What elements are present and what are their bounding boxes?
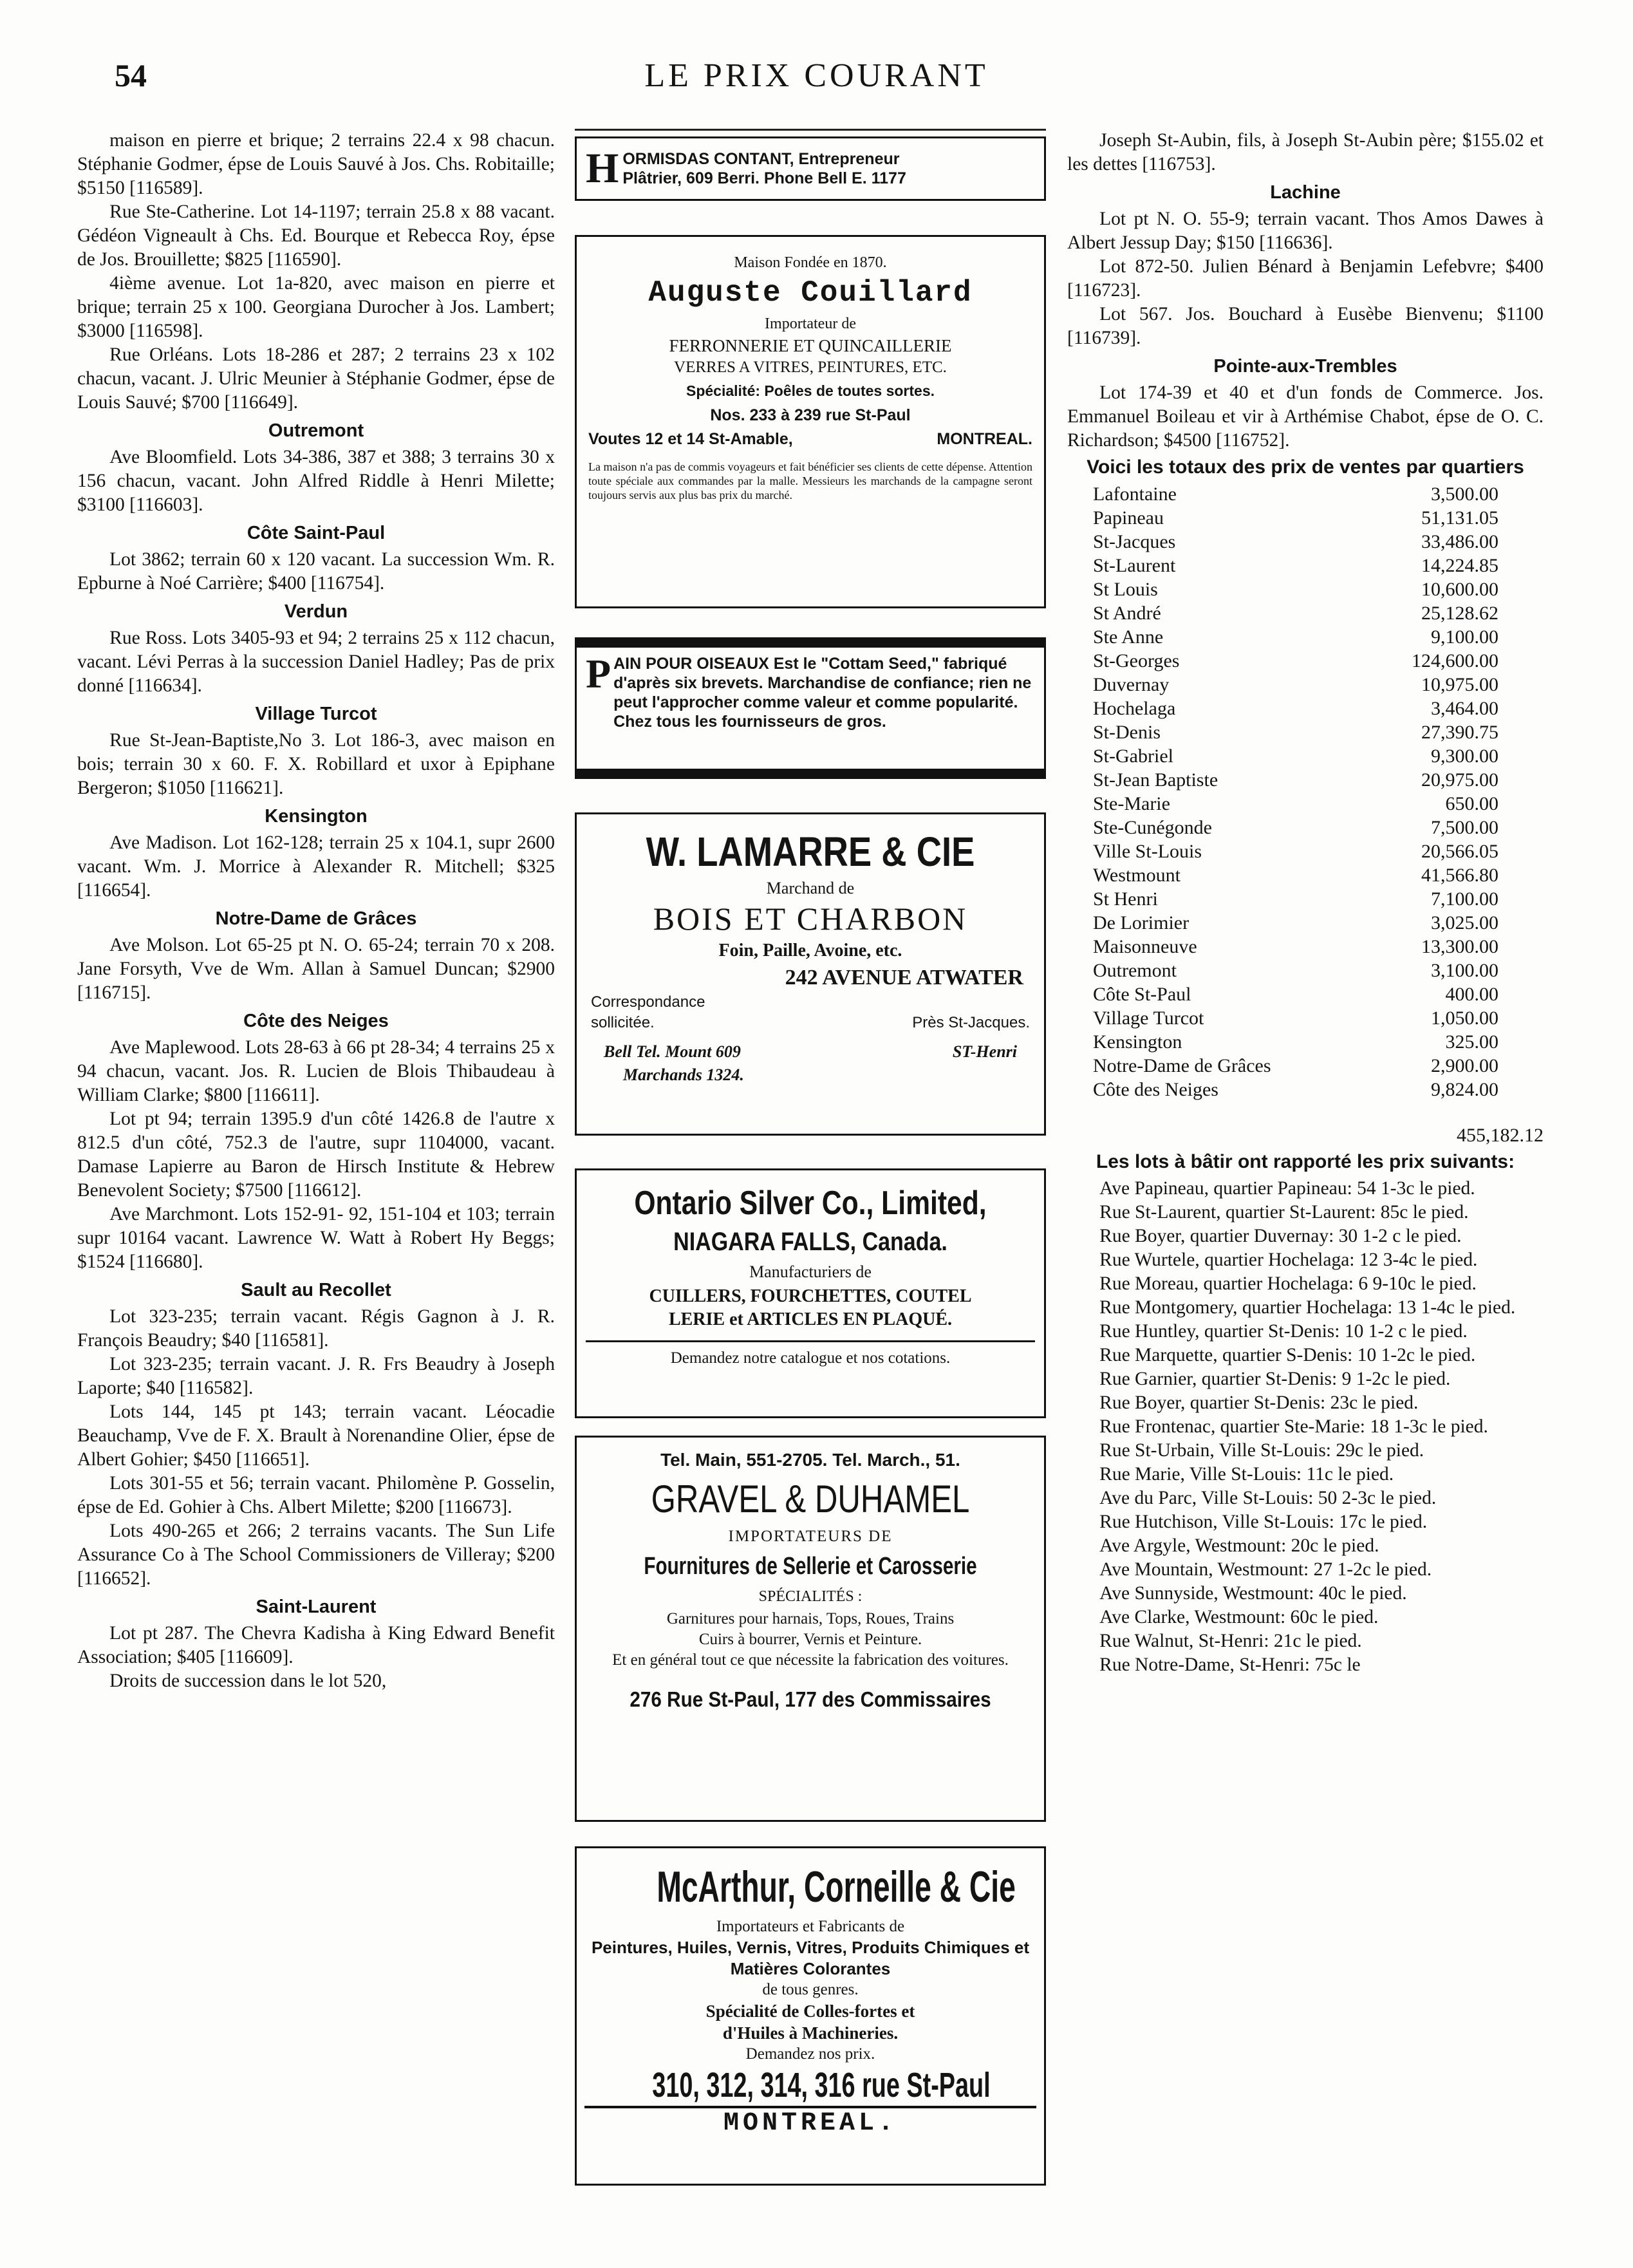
- sale-entry: Lot pt 94; terrain 1395.9 d'un côté 1426.8 de l'autre x 812.5 d'un côté, 752.3 de l'autre, supr 1104000, vacant. Damase Lapierre au Baron de Hirsch Institute & Hebrew Benevolent Society; $7500 [116612].: [77, 1109, 555, 1201]
- totals-row: [1067, 1030, 1544, 1054]
- sale-entry: Rue Orléans. Lots 18-286 et 287; 2 terrains 23 x 102 chacun, vacant. J. Ulric Meunier à Stéphanie Godmer, épse de Louis Sauvé; $700 [116649].: [77, 344, 555, 413]
- district-name: Côte des Neiges: [1093, 1079, 1218, 1100]
- totals-row: [1067, 982, 1544, 1006]
- lot-price-entry: Rue Boyer, quartier St-Denis: 23c le pied.: [1099, 1392, 1419, 1413]
- district-total: 9,300.00: [1431, 745, 1498, 767]
- district-total: 7,500.00: [1431, 817, 1498, 838]
- district-total: 13,300.00: [1421, 936, 1498, 957]
- district-total: 3,025.00: [1431, 912, 1498, 933]
- ad-gravel-name: GRAVEL & DUHAMEL: [651, 1477, 970, 1521]
- sale-entry: Ave Molson. Lot 65-25 pt N. O. 65-24; terrain 70 x 208. Jane Forsyth, Vve de Wm. Allan à Samuel Duncan; $2900 [116715].: [77, 935, 555, 1003]
- ad-gravel-importers: IMPORTATEURS DE: [728, 1528, 893, 1545]
- ad-couillard-city: MONTREAL.: [937, 430, 1032, 448]
- sale-entry: 4ième avenue. Lot 1a-820, avec maison en pierre et brique; terrain 25 x 100. Georgiana Durocher à Jos. Lambert; $3000 [116598].: [77, 273, 555, 341]
- ad-couillard-line1: FERRONNERIE ET QUINCAILLERIE: [669, 336, 952, 355]
- grand-total: 455,182.12: [1457, 1125, 1544, 1146]
- ad-ontario-line2: LERIE et ARTICLES EN PLAQUÉ.: [668, 1309, 953, 1329]
- totals-row: [1067, 839, 1544, 863]
- section-heading-notre-dame-de-graces: Notre-Dame de Grâces: [215, 908, 417, 929]
- district-name: St Louis: [1093, 579, 1158, 600]
- totals-row: [1067, 720, 1544, 744]
- right-column: [1067, 129, 1544, 1677]
- district-total: 9,100.00: [1431, 626, 1498, 648]
- ad-mcarthur-address: 310, 312, 314, 316 rue St-Paul: [652, 2066, 991, 2104]
- district-total: 1,050.00: [1431, 1007, 1498, 1029]
- ad-ontario-city: NIAGARA FALLS, Canada.: [673, 1228, 947, 1256]
- lot-price-entry: Rue St-Laurent, quartier St-Laurent: 85c le pied.: [1099, 1202, 1469, 1223]
- totals-row: [1067, 649, 1544, 673]
- lots-list: [1067, 1177, 1544, 1677]
- totals-title: Voici les totaux des prix de ventes par quartiers: [1087, 456, 1524, 478]
- ad-gravel-line2: Cuirs à bourrer, Vernis et Peinture.: [698, 1631, 922, 1648]
- district-name: Ste-Cunégonde: [1093, 817, 1212, 838]
- sale-entry: Lot pt N. O. 55-9; terrain vacant. Thos Amos Dawes à Albert Jessup Day; $150 [116636].: [1067, 209, 1544, 253]
- section-heading-kensington: Kensington: [265, 806, 368, 827]
- lots-title: Les lots à bâtir ont rapporté les prix suivants:: [1096, 1151, 1515, 1172]
- sale-entry: maison en pierre et brique; 2 terrains 22.4 x 98 chacun. Stéphanie Godmer, épse de Louis Sauvé à Jos. Chs. Robitaille; $5150 [116589].: [77, 130, 555, 198]
- totals-row: [1067, 744, 1544, 768]
- section-heading-sault-au-recollet: Sault au Recollet: [241, 1280, 391, 1300]
- ad-mcarthur-line3: de tous genres.: [762, 1981, 859, 1998]
- sale-entry: Rue Ross. Lots 3405-93 et 94; 2 terrains 25 x 112 chacun, vacant. Lévi Perras à la succession Daniel Hadley; Pas de prix donné [116634].: [77, 628, 555, 696]
- ad-mcarthur-line2: Peintures, Huiles, Vernis, Vitres, Produits Chimiques et Matières Colorantes: [591, 1938, 1030, 1978]
- ad-couillard-name: Auguste Couillard: [648, 276, 973, 310]
- district-total: 9,824.00: [1431, 1079, 1498, 1100]
- ad-lamarre-corr2: sollicitée.: [591, 1014, 655, 1031]
- district-name: Village Turcot: [1093, 1007, 1204, 1029]
- section-heading-saint-laurent: Saint-Laurent: [256, 1597, 377, 1617]
- ad-lamarre-product: BOIS ET CHARBON: [653, 901, 968, 937]
- district-total: 3,500.00: [1431, 483, 1498, 505]
- ad-lamarre-district: ST-Henri: [952, 1042, 1017, 1061]
- totals-row: [1067, 530, 1544, 554]
- lot-price-entry: Ave du Parc, Ville St-Louis: 50 2-3c le pied.: [1099, 1488, 1437, 1508]
- page-number: 54: [115, 57, 147, 93]
- ad-contant: [575, 136, 1046, 201]
- totals-row: [1067, 673, 1544, 697]
- lot-price-entry: Rue Boyer, quartier Duvernay: 30 1-2 c le pied.: [1099, 1226, 1462, 1246]
- ad-ontario-footer: Demandez notre catalogue et nos cotations.: [586, 1340, 1035, 1369]
- section-heading-outremont: Outremont: [268, 420, 364, 441]
- ad-lamarre-line: Foin, Paille, Avoine, etc.: [718, 941, 902, 961]
- section-heading-pointe-aux-trembles: Pointe-aux-Trembles: [1213, 356, 1397, 377]
- totals-row: [1067, 577, 1544, 601]
- totals-row: [1067, 887, 1544, 911]
- lot-price-entry: Rue Marquette, quartier S-Denis: 10 1-2c le pied.: [1099, 1345, 1476, 1365]
- ad-lamarre-name: W. LAMARRE & CIE: [646, 829, 975, 875]
- totals-row: [1067, 601, 1544, 625]
- ad-mcarthur-city: MONTREAL.: [584, 2106, 1036, 2139]
- ad-gravel-line3: Et en général tout ce que nécessite la fabrication des voitures.: [612, 1651, 1009, 1669]
- ad-couillard-note: La maison n'a pas de commis voyageurs et fait bénéficier ses clients de cette dépense. Attention toute spéciale aux commandes par la malle. Messieurs les marchands de la campagne seront toujours servis aux plus bas prix du marché.: [588, 460, 1032, 501]
- lot-price-entry: Rue Walnut, St-Henri: 21c le pied.: [1099, 1631, 1362, 1651]
- district-name: Lafontaine: [1093, 483, 1177, 505]
- lot-price-entry: Rue Marie, Ville St-Louis: 11c le pied.: [1099, 1464, 1394, 1485]
- lot-price-entry: Ave Sunnyside, Westmount: 40c le pied.: [1099, 1583, 1407, 1604]
- ad-couillard-line2: VERRES A VITRES, PEINTURES, ETC.: [674, 359, 947, 376]
- totals-row: [1067, 1054, 1544, 1078]
- totals-row: [1067, 1006, 1544, 1030]
- ad-ontario-name: Ontario Silver Co., Limited,: [634, 1185, 987, 1222]
- district-total: 14,224.85: [1421, 555, 1498, 576]
- district-name: St-Jacques: [1093, 531, 1176, 552]
- district-total: 27,390.75: [1421, 722, 1498, 743]
- totals-table: [1067, 482, 1544, 1101]
- ad-contant-line1: ORMISDAS CONTANT, Entrepreneur: [622, 150, 900, 168]
- ad-gravel-line1: Garnitures pour harnais, Tops, Roues, Trains: [666, 1610, 955, 1627]
- district-total: 25,128.62: [1421, 603, 1498, 624]
- ad-lamarre: [575, 812, 1046, 1136]
- lot-price-entry: Rue Moreau, quartier Hochelaga: 6 9-10c le pied.: [1099, 1273, 1477, 1294]
- district-name: Westmount: [1093, 865, 1180, 886]
- lot-price-entry: Ave Mountain, Westmount: 27 1-2c le pied.: [1099, 1559, 1432, 1580]
- lot-price-entry: Rue Montgomery, quartier Hochelaga: 13 1-4c le pied.: [1099, 1297, 1516, 1318]
- totals-row: [1067, 768, 1544, 792]
- ad-mcarthur-line5: d'Huiles à Machineries.: [722, 2023, 899, 2043]
- ad-lamarre-near: Près St-Jacques.: [912, 1014, 1030, 1031]
- sale-entry: Joseph St-Aubin, fils, à Joseph St-Aubin père; $155.02 et les dettes [116753].: [1067, 130, 1544, 174]
- district-total: 51,131.05: [1421, 507, 1498, 529]
- totals-row: [1067, 1078, 1544, 1101]
- sale-entry: Rue Ste-Catherine. Lot 14-1197; terrain 25.8 x 88 vacant. Gédéon Vigneault à Chs. Ed. Bourque et Rebecca Roy, épse de Jos. Brouillette; $825 [116590].: [77, 201, 555, 270]
- sale-entry: Ave Marchmont. Lots 152-91- 92, 151-104 et 103; terrain supr 10164 vacant. Lawrence W. Watt à Robert Hy Beggs; $1524 [116680].: [77, 1204, 555, 1272]
- district-name: St Henri: [1093, 888, 1158, 910]
- district-name: Ville St-Louis: [1093, 841, 1202, 862]
- ad-gravel-products: Fournitures de Sellerie et Carosserie: [644, 1553, 977, 1580]
- district-total: 400.00: [1445, 984, 1498, 1005]
- ad-gravel-spec: SPÉCIALITÉS :: [758, 1588, 863, 1605]
- column-rule: [575, 129, 1046, 131]
- section-heading-lachine: Lachine: [1270, 182, 1341, 203]
- sale-entry: Rue St-Jean-Baptiste,No 3. Lot 186-3, avec maison en bois; terrain 30 x 60. F. X. Robillard et uxor à Epiphane Bergeron; $1050 [116621].: [77, 730, 555, 798]
- sale-entry: Droits de succession dans le lot 520,: [109, 1671, 387, 1691]
- page-header: [0, 57, 1633, 102]
- ad-contant-line2: Plâtrier, 609 Berri. Phone Bell E. 1177: [622, 169, 906, 187]
- district-total: 41,566.80: [1421, 865, 1498, 886]
- ad-mcarthur-line1: Importateurs et Fabricants de: [716, 1918, 905, 1935]
- ad-ontario-sub: Manufacturiers de: [749, 1262, 872, 1281]
- sale-entry: Ave Bloomfield. Lots 34-386, 387 et 388; 3 terrains 30 x 156 chacun, vacant. John Alfred Riddle à Henri Milette; $3100 [116603].: [77, 447, 555, 515]
- ad-lamarre-merch: Marchands 1324.: [623, 1065, 744, 1084]
- district-name: Ste Anne: [1093, 626, 1164, 648]
- ad-couillard-address2: Voutes 12 et 14 St-Amable,: [588, 430, 793, 448]
- district-name: De Lorimier: [1093, 912, 1190, 933]
- totals-row: [1067, 935, 1544, 959]
- sale-entry: Lots 490-265 et 266; 2 terrains vacants. The Sun Life Assurance Co à The School Commissioners de Villeray; $200 [116652].: [77, 1521, 555, 1589]
- ad-gravel-duhamel: [575, 1436, 1046, 1822]
- lot-price-entry: Ave Argyle, Westmount: 20c le pied.: [1099, 1535, 1379, 1556]
- sale-entry: Lot 3862; terrain 60 x 120 vacant. La succession Wm. R. Epburne à Noé Carrière; $400 [116754].: [77, 549, 555, 594]
- district-name: St-Denis: [1093, 722, 1161, 743]
- district-name: St-Laurent: [1093, 555, 1176, 576]
- district-total: 7,100.00: [1431, 888, 1498, 910]
- totals-row: [1067, 863, 1544, 887]
- totals-row: [1067, 554, 1544, 577]
- district-total: 124,600.00: [1412, 650, 1498, 671]
- ad-pain-text: AIN POUR OISEAUX Est le "Cottam Seed," fabriqué d'après six brevets. Marchandise de confiance; rien ne peut l'approcher comme valeur et comme popularité. Chez tous les fournisseurs de gros.: [613, 655, 1032, 731]
- lot-price-entry: Rue Garnier, quartier St-Denis: 9 1-2c le pied.: [1099, 1369, 1451, 1389]
- district-total: 33,486.00: [1421, 531, 1498, 552]
- left-column: [77, 129, 555, 1693]
- ad-ontario-silver: [575, 1168, 1046, 1418]
- totals-row: [1067, 697, 1544, 720]
- totals-row: [1067, 911, 1544, 935]
- ad-mcarthur-line4: Spécialité de Colles-fortes et: [705, 2001, 915, 2021]
- section-heading-cote-des-neiges: Côte des Neiges: [243, 1011, 389, 1031]
- district-name: Hochelaga: [1093, 698, 1176, 719]
- ad-couillard-founded: Maison Fondée en 1870.: [734, 254, 887, 271]
- lot-price-entry: Rue Notre-Dame, St-Henri: 75c le: [1099, 1654, 1361, 1675]
- lot-price-entry: Ave Clarke, Westmount: 60c le pied.: [1099, 1607, 1379, 1627]
- lot-price-entry: Rue St-Urbain, Ville St-Louis: 29c le pied.: [1099, 1440, 1424, 1461]
- district-total: 3,100.00: [1431, 960, 1498, 981]
- district-name: Côte St-Paul: [1093, 984, 1191, 1005]
- totals-row: [1067, 482, 1544, 506]
- ad-lamarre-address: 242 AVENUE ATWATER: [785, 966, 1023, 989]
- ad-contant-initial: H: [586, 145, 619, 192]
- district-total: 10,600.00: [1421, 579, 1498, 600]
- lot-price-entry: Ave Papineau, quartier Papineau: 54 1-3c le pied.: [1099, 1178, 1475, 1199]
- district-name: Notre-Dame de Grâces: [1093, 1055, 1271, 1076]
- sale-entry: Lot 323-235; terrain vacant. Régis Gagnon à J. R. François Beaudry; $40 [116581].: [77, 1306, 555, 1351]
- right-column-entries: [1067, 129, 1544, 453]
- ad-ontario-line1: CUILLERS, FOURCHETTES, COUTEL: [649, 1286, 972, 1306]
- district-name: Papineau: [1093, 507, 1164, 529]
- sale-entry: Lot 567. Jos. Bouchard à Eusèbe Bienvenu; $1100 [116739].: [1067, 304, 1544, 348]
- district-name: Maisonneuve: [1093, 936, 1197, 957]
- ad-mcarthur: [575, 1846, 1046, 2186]
- ad-gravel-address: 276 Rue St-Paul, 177 des Commissaires: [630, 1687, 991, 1711]
- lot-price-entry: Rue Hutchison, Ville St-Louis: 17c le pied.: [1099, 1512, 1428, 1532]
- lot-price-entry: Rue Wurtele, quartier Hochelaga: 12 3-4c le pied.: [1099, 1250, 1478, 1270]
- lot-price-entry: Rue Huntley, quartier St-Denis: 10 1-2 c le pied.: [1099, 1321, 1468, 1342]
- district-name: St-Gabriel: [1093, 745, 1173, 767]
- district-total: 20,566.05: [1421, 841, 1498, 862]
- ad-lamarre-sub: Marchand de: [766, 879, 855, 897]
- district-name: St André: [1093, 603, 1161, 624]
- totals-row: [1067, 959, 1544, 982]
- section-heading-village-turcot: Village Turcot: [255, 704, 377, 724]
- sale-entry: Ave Maplewood. Lots 28-63 à 66 pt 28-34; 4 terrains 25 x 94 chacun, vacant. Jos. R. Lucien de Blois Thibaudeau à William Clarke; $800 [116611].: [77, 1037, 555, 1105]
- sale-entry: Lot 872-50. Julien Bénard à Benjamin Lefebvre; $400 [116723].: [1067, 256, 1544, 301]
- district-name: Kensington: [1093, 1031, 1182, 1053]
- journal-title: LE PRIX COURANT: [644, 57, 989, 94]
- district-total: 10,975.00: [1421, 674, 1498, 695]
- ad-couillard-specialite: Spécialité: Poêles de toutes sortes.: [686, 382, 935, 399]
- ad-pain-initial: P: [586, 651, 611, 697]
- sale-entry: Lot 323-235; terrain vacant. J. R. Frs Beaudry à Joseph Laporte; $40 [116582].: [77, 1354, 555, 1398]
- district-name: St-Georges: [1093, 650, 1180, 671]
- ad-couillard-role: Importateur de: [765, 315, 856, 332]
- totals-row: [1067, 816, 1544, 839]
- sale-entry: Lot pt 287. The Chevra Kadisha à King Edward Benefit Association; $405 [116609].: [77, 1623, 555, 1667]
- district-total: 3,464.00: [1431, 698, 1498, 719]
- district-name: St-Jean Baptiste: [1093, 769, 1218, 791]
- ad-mcarthur-name: McArthur, Corneille & Cie: [657, 1862, 1016, 1911]
- totals-row: [1067, 506, 1544, 530]
- ad-mcarthur-line6: Demandez nos prix.: [745, 2045, 875, 2063]
- district-total: 325.00: [1445, 1031, 1498, 1053]
- district-total: 650.00: [1445, 793, 1498, 814]
- sale-entry: Ave Madison. Lot 162-128; terrain 25 x 104.1, supr 2600 vacant. Wm. J. Morrice à Alexander R. Mitchell; $325 [116654].: [77, 832, 555, 901]
- ad-couillard: [575, 235, 1046, 608]
- ad-lamarre-corr1: Correspondance: [591, 993, 705, 1011]
- district-name: Duvernay: [1093, 674, 1170, 695]
- totals-row: [1067, 625, 1544, 649]
- district-total: 20,975.00: [1421, 769, 1498, 791]
- ad-gravel-tel: Tel. Main, 551-2705. Tel. March., 51.: [660, 1450, 960, 1470]
- ad-pain-oiseaux: [575, 637, 1046, 779]
- ad-lamarre-tel: Bell Tel. Mount 609: [604, 1042, 741, 1061]
- totals-row: [1067, 792, 1544, 816]
- sale-entry: Lot 174-39 et 40 et d'un fonds de Commerce. Jos. Emmanuel Boileau et vir à Arthémise Chabot, épse de O. C. Richardson; $4500 [116752].: [1067, 382, 1544, 451]
- district-name: Outremont: [1093, 960, 1177, 981]
- section-heading-verdun: Verdun: [284, 601, 348, 622]
- section-heading-cote-saint-paul: Côte Saint-Paul: [247, 523, 386, 543]
- sale-entry: Lots 301-55 et 56; terrain vacant. Philomène P. Gosselin, épse de Ed. Gohier à Chs. Albert Milette; $200 [116673].: [77, 1473, 555, 1517]
- district-name: Ste-Marie: [1093, 793, 1170, 814]
- district-total: 2,900.00: [1431, 1055, 1498, 1076]
- sale-entry: Lots 144, 145 pt 143; terrain vacant. Léocadie Beauchamp, Vve de F. X. Brault à Norenandine Olier, épse de Albert Gohier; $450 [116651].: [77, 1401, 555, 1470]
- ad-couillard-address1: Nos. 233 à 239 rue St-Paul: [710, 406, 911, 424]
- lot-price-entry: Rue Frontenac, quartier Ste-Marie: 18 1-3c le pied.: [1099, 1416, 1488, 1437]
